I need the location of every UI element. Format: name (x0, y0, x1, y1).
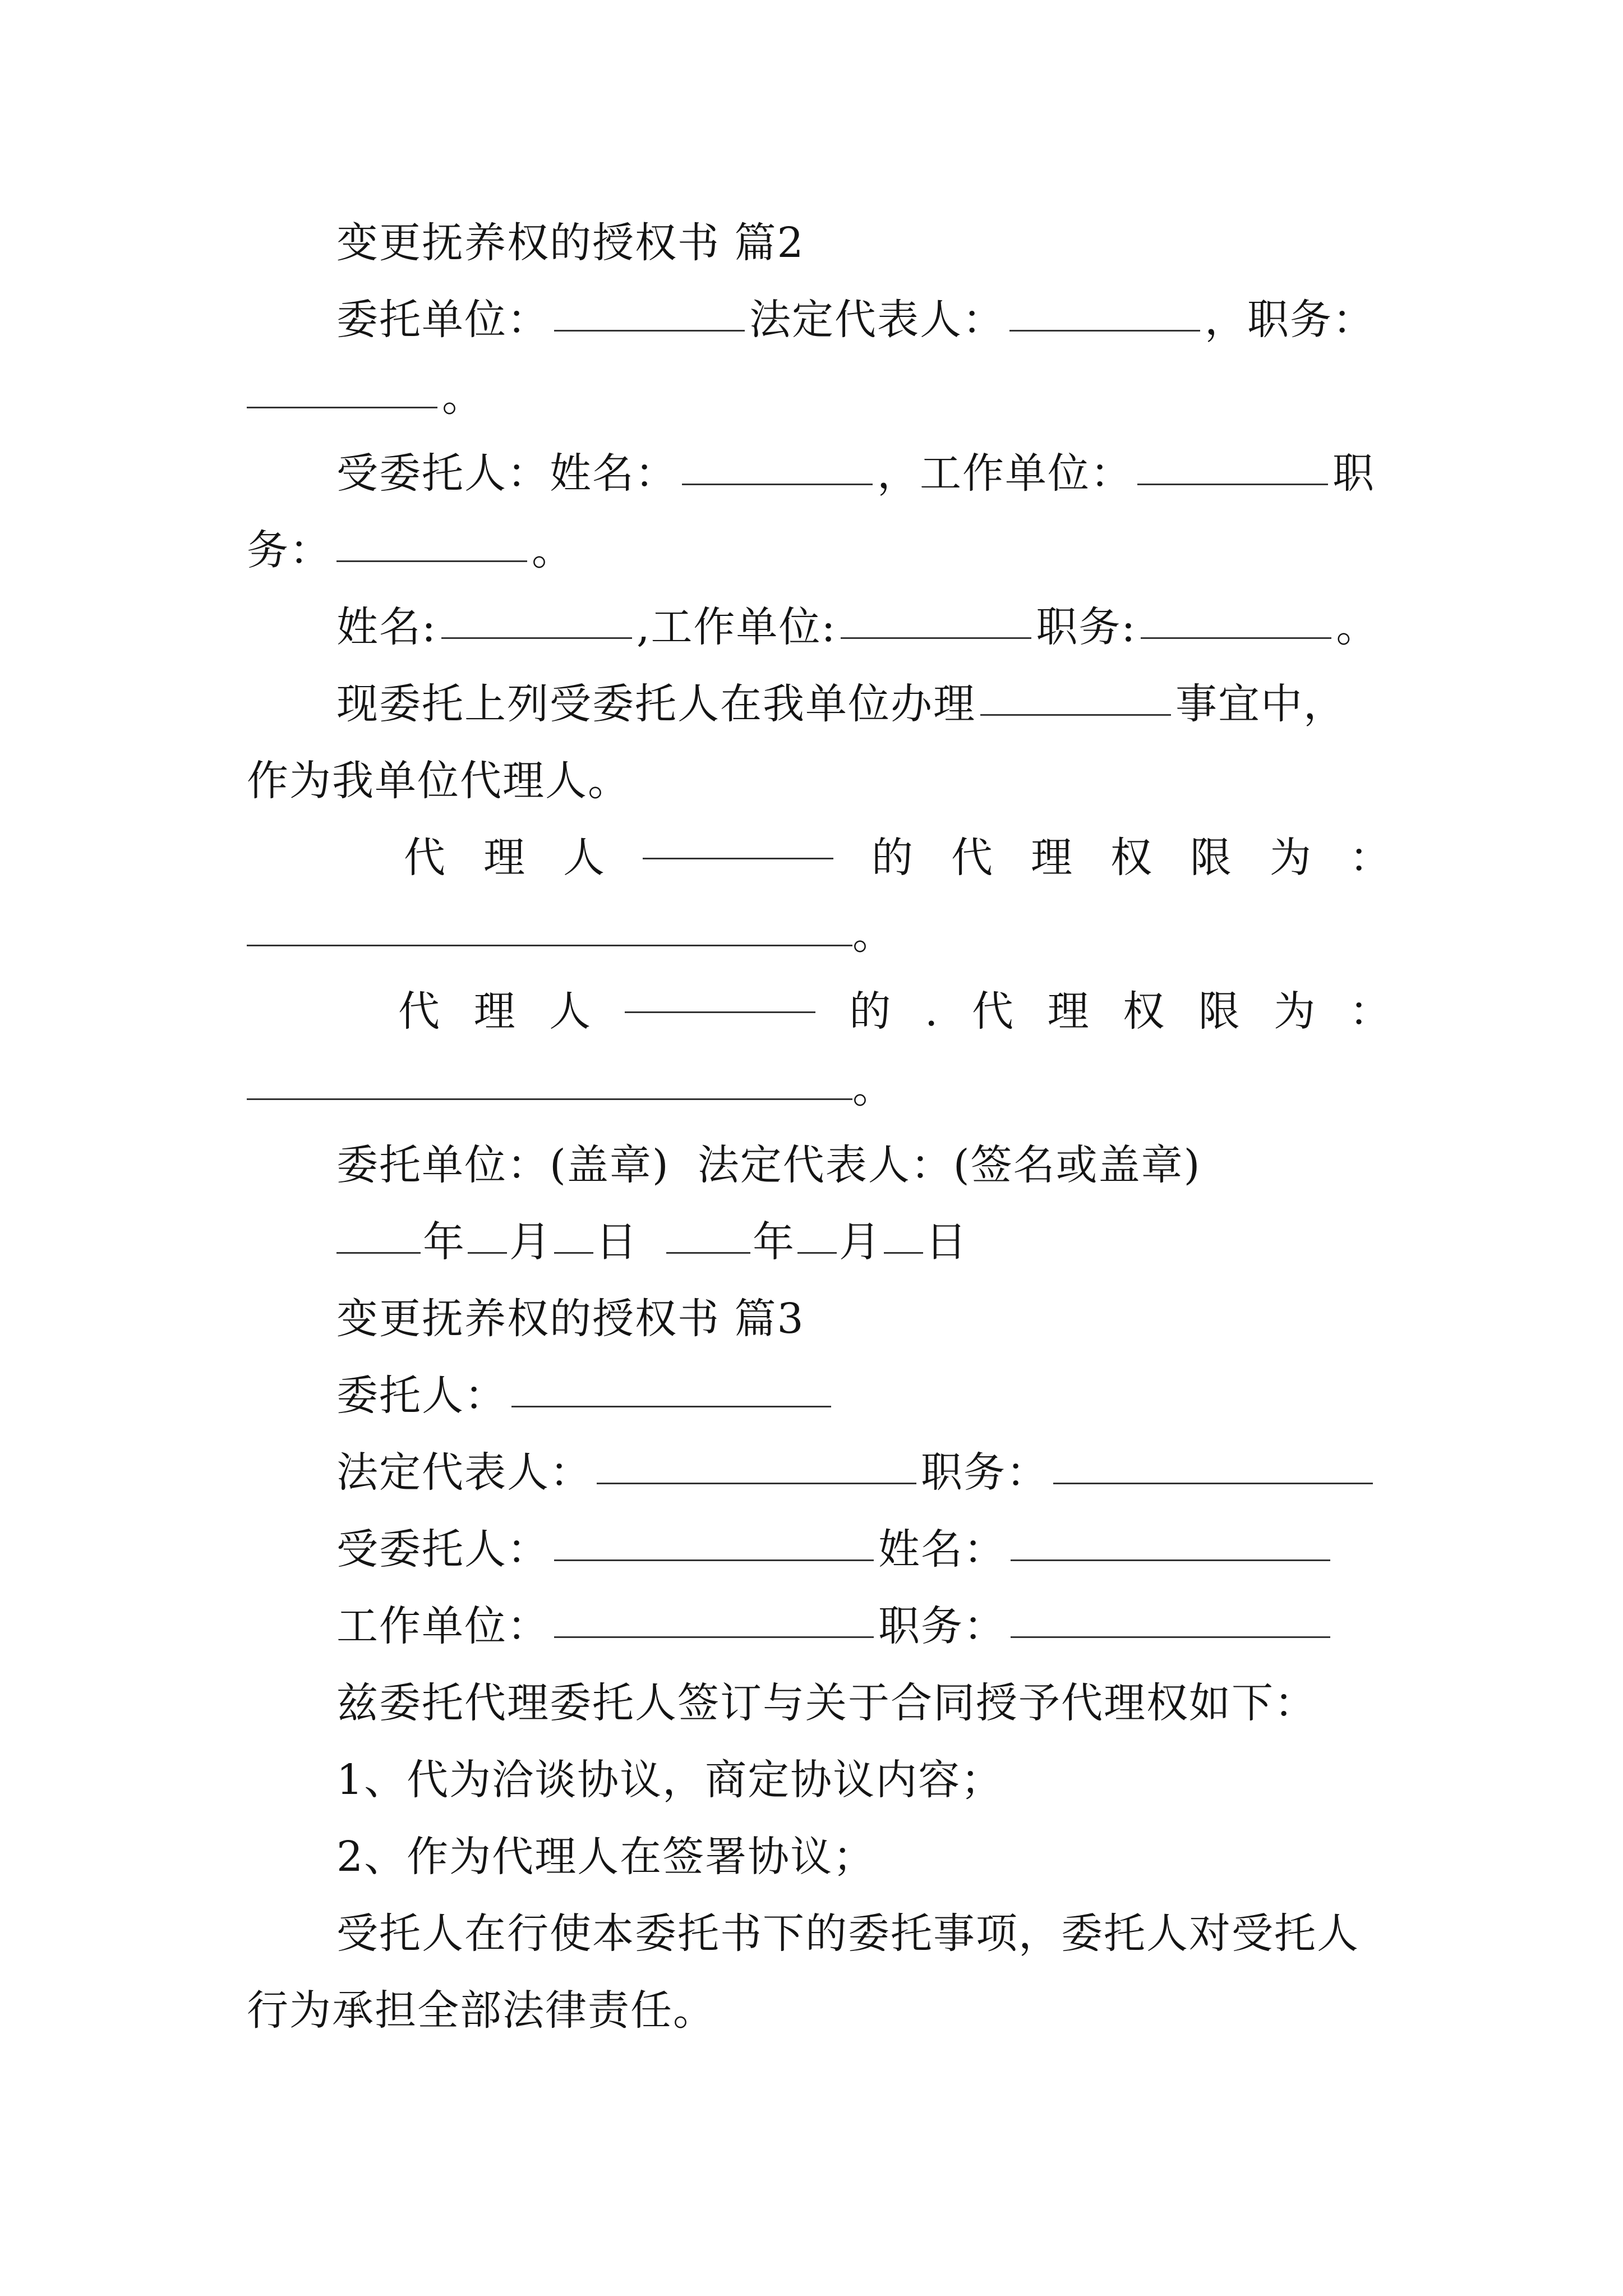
blank-year-1[interactable] (336, 1251, 421, 1254)
char: 人 (549, 987, 591, 1036)
blank-trustee-name[interactable] (682, 483, 873, 485)
blank-entrusting-unit[interactable] (554, 329, 745, 332)
char: 理 (1031, 834, 1072, 882)
period: 。 (1336, 603, 1379, 651)
char: 代 (404, 834, 445, 882)
blank-month-1[interactable] (468, 1251, 507, 1254)
char: 的 (849, 987, 891, 1036)
section-title-3-text: 变更抚养权的授权书 篇3 (336, 1295, 805, 1343)
char: 人 (563, 834, 605, 882)
p2-line-2 (247, 358, 1391, 435)
blank-day-2[interactable] (884, 1251, 923, 1254)
text-entrust-handle: 现委托上列受委托人在我单位办理 (336, 680, 976, 728)
blank-year-2[interactable] (666, 1251, 750, 1254)
char: ： (1349, 987, 1391, 1036)
p3-line-4 (247, 1588, 1391, 1665)
label-position-3b: 职务： (878, 1602, 1006, 1650)
label-position-3: 职务： (921, 1448, 1049, 1497)
period: 。 (442, 372, 485, 421)
label-day: 日 (596, 1218, 638, 1266)
char: 限 (1190, 834, 1232, 882)
label-month: 月 (509, 1218, 552, 1266)
char: 理 (473, 987, 515, 1036)
p2-line-3 (247, 435, 1391, 512)
p2-line-8 (247, 820, 1391, 896)
section-title-3 (247, 1281, 1391, 1358)
label-trustee-name: 受委托人：姓名： (336, 449, 677, 498)
label-position-start: 职 (1332, 449, 1375, 498)
char: 代 (951, 834, 993, 882)
p2-line-9 (247, 896, 1391, 973)
label-year: 年 (753, 1218, 795, 1266)
p3-line-5: 兹委托代理委托人签订与关于合同授予代理权如下： (336, 1679, 1317, 1727)
blank-position-3b[interactable] (1011, 1636, 1330, 1638)
label-unit-seal: 委托单位：(盖章) (336, 1141, 670, 1189)
label-legal-rep-3: 法定代表人： (336, 1448, 592, 1497)
p2-line-5 (247, 589, 1391, 666)
blank-position-3[interactable] (1053, 1482, 1373, 1484)
label-name-3: 姓名： (878, 1525, 1006, 1573)
label-principal: 委托人： (336, 1372, 507, 1420)
p3-line-2 (247, 1434, 1391, 1511)
period: 。 (852, 1064, 895, 1112)
blank-agent-1[interactable] (643, 857, 833, 859)
p3-line-7: 2、作为代理人在签署协议； (336, 1833, 876, 1881)
label-work-unit: ，工作单位： (877, 449, 1133, 498)
blank-matter[interactable] (980, 714, 1171, 716)
p3-line-8: 受托人在行使本委托书下的委托事项，委托人对受托人 (336, 1910, 1359, 1958)
blank-work-unit[interactable] (1137, 483, 1328, 485)
section-title-2-text: 变更抚养权的授权书 篇2 (336, 219, 805, 267)
blank-trustee-3[interactable] (554, 1559, 874, 1561)
blank-authority-1[interactable] (247, 944, 852, 946)
blank-position[interactable] (247, 406, 437, 408)
label-position-2: 职务: (1036, 603, 1137, 651)
char: 限 (1198, 987, 1240, 1036)
blank-name-2[interactable] (441, 637, 632, 639)
blank-authority-2[interactable] (247, 1098, 852, 1100)
text-matter: 事宜中， (1175, 680, 1346, 728)
char: ： (1349, 834, 1391, 882)
label-entrusting-unit: 委托单位： (336, 296, 550, 344)
blank-trustee-position[interactable] (336, 560, 527, 562)
p3-line-3 (247, 1511, 1391, 1588)
char: 权 (1123, 987, 1165, 1036)
char: 为 (1274, 987, 1316, 1036)
label-work-unit-3: 工作单位： (336, 1602, 550, 1650)
blank-position-2[interactable] (1141, 637, 1331, 639)
section-title-2 (247, 205, 1391, 282)
blank-legal-rep[interactable] (1009, 329, 1200, 332)
label-name-2: 姓名: (336, 603, 437, 651)
p3-line-6: 1、代为洽谈协议，商定协议内容； (336, 1756, 1004, 1804)
char: 代 (972, 987, 1013, 1036)
label-position-end: 务： (247, 526, 332, 574)
blank-principal[interactable] (511, 1405, 831, 1407)
label-legal-rep: 法定代表人： (749, 296, 1005, 344)
p2-line-11 (247, 1050, 1391, 1127)
char: 代 (398, 987, 440, 1036)
blank-agent-2[interactable] (625, 1011, 815, 1013)
char: 理 (483, 834, 525, 882)
blank-name-3[interactable] (1011, 1559, 1330, 1561)
p2-line-7: 作为我单位代理人。 (247, 757, 630, 805)
blank-work-unit-2[interactable] (841, 637, 1031, 639)
char: . (924, 987, 938, 1036)
p2-line-10 (247, 973, 1391, 1050)
char: 权 (1110, 834, 1152, 882)
period: 。 (852, 910, 895, 959)
p2-line-12 (247, 1127, 1391, 1204)
p3-line-9: 行为承担全部法律责任。 (247, 1986, 716, 2035)
char: 理 (1047, 987, 1089, 1036)
blank-day-1[interactable] (554, 1251, 593, 1254)
label-position: ，职务： (1205, 296, 1375, 344)
period: 。 (532, 526, 574, 574)
p3-line-1 (247, 1358, 1391, 1434)
p2-line-4 (247, 512, 1391, 589)
char: 为 (1270, 834, 1311, 882)
label-rep-sign: 法定代表人：(签名或盖章) (697, 1141, 1201, 1189)
blank-month-2[interactable] (797, 1251, 837, 1254)
blank-legal-rep-3[interactable] (597, 1482, 916, 1484)
p2-date-line (247, 1204, 1391, 1281)
char: 的 (872, 834, 913, 882)
blank-work-unit-3[interactable] (554, 1636, 874, 1638)
label-work-unit-2: ,工作单位: (636, 603, 837, 651)
p2-line-6 (247, 666, 1391, 743)
label-trustee-3: 受委托人： (336, 1525, 550, 1573)
label-year: 年 (423, 1218, 465, 1266)
p2-line-1 (247, 282, 1391, 358)
label-month: 月 (839, 1218, 882, 1266)
label-day: 日 (925, 1218, 968, 1266)
